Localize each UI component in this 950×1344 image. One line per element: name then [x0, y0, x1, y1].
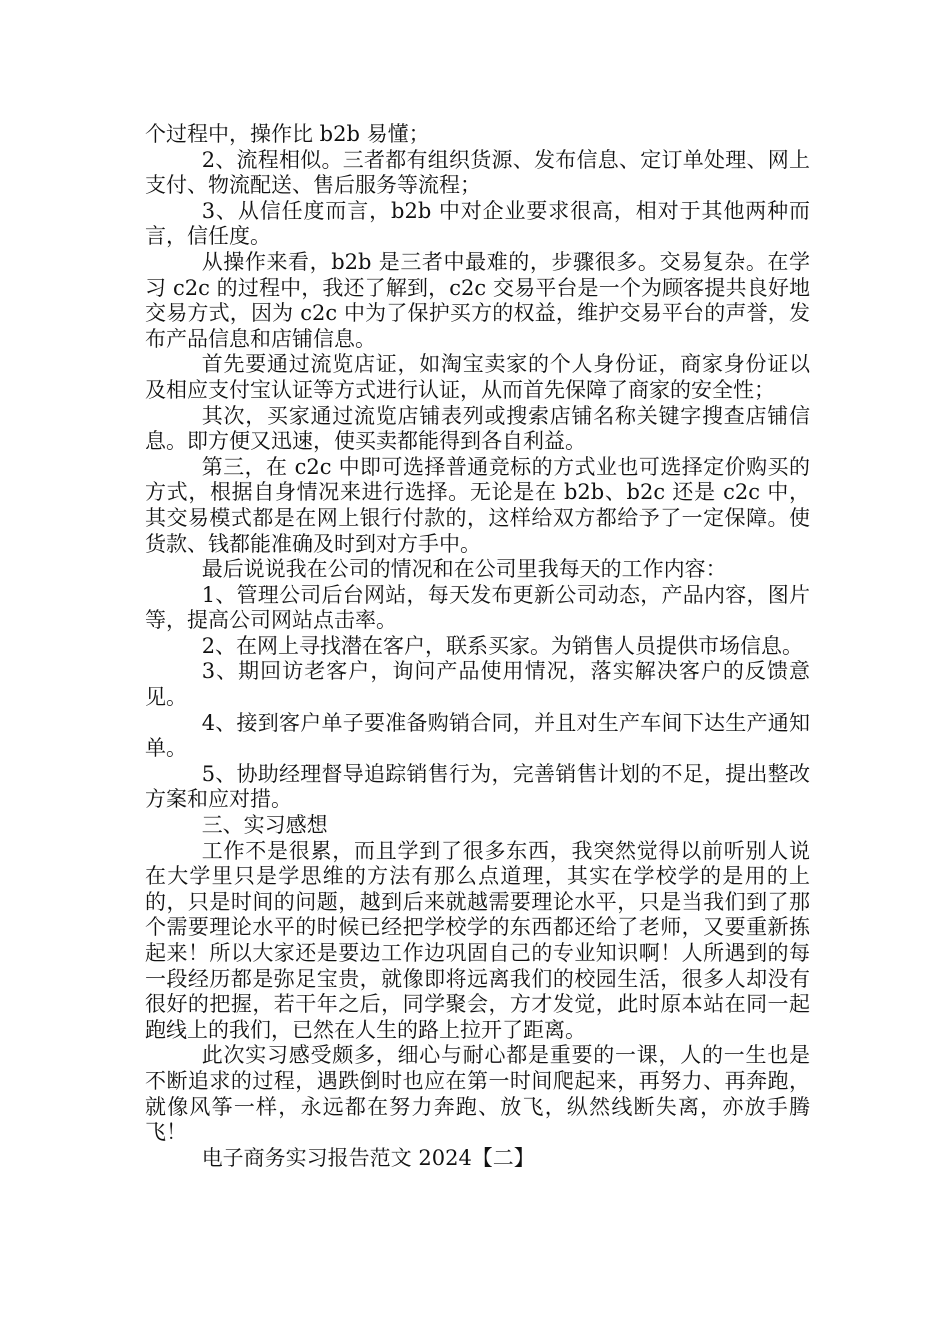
work-item-4: 4、接到客户单子要准备购销合同，并且对生产车间下达生产通知单。	[145, 710, 810, 761]
paragraph-operation: 从操作来看，b2b 是三者中最难的，步骤很多。交易复杂。在学习 c2c 的过程中，我还了解到，c2c 交易平台是一个为顾客提共良好地交易方式，因为 c2c 中为了保护买方的权益，维护交易平台的声誉，发布产品信息和店铺信息。	[145, 249, 810, 351]
work-item-2: 2、在网上寻找潜在客户，联系买家。为销售人员提供市场信息。	[201, 633, 804, 658]
paragraph-work-intro: 最后说说我在公司的情况和在公司里我每天的工作内容：	[201, 557, 727, 582]
paragraph-reflection-1: 工作不是很累，而且学到了很多东西，我突然觉得以前听别人说在大学里只是学思维的方法有那么点道理，其实在学校学的是用的上的，只是时间的问题，越到后来就越需要理论水平，只是当我们到了那个需要理论水平的时候已经把学校学的东西都还给了老师，又要重新拣起来！所以大家还是要边工作边巩固自己的专业知识啊！人所遇到的每一段经历都是弥足宝贵，就像即将远离我们的校园生活，很多人却没有很好的把握，若干年之后，同学聚会，方才发觉，此时原本站在同一起跑线上的我们，已然在人生的路上拉开了距离。	[145, 838, 810, 1042]
work-item-5: 5、协助经理督导追踪销售行为，完善销售计划的不足，提出整改方案和应对措。	[145, 761, 810, 812]
paragraph-reflection-2: 此次实习感受颇多，细心与耐心都是重要的一课，人的一生也是不断追求的过程，遇跌倒时也应在第一时间爬起来，再努力、再奔跑，就像风筝一样，永远都在努力奔跑、放飞，纵然线断失离，亦放手腾飞！	[145, 1043, 810, 1145]
section-heading-reflection: 三、实习感想	[201, 813, 328, 838]
paragraph-first: 首先要通过流览店证，如淘宝卖家的个人身份证，商家身份证以及相应支付宝认证等方式进行认证，从而首先保障了商家的安全性；	[145, 352, 810, 402]
next-report-title: 电子商务实习报告范文 2024【二】	[201, 1145, 535, 1170]
work-item-3: 3、期回访老客户，询问产品使用情况，落实解决客户的反馈意见。	[145, 659, 810, 710]
paragraph-point-2: 2、流程相似。三者都有组织货源、发布信息、定订单处理、网上支付、物流配送、售后服务等流程；	[145, 147, 810, 198]
paragraph-point-3: 3、从信任度而言，b2b 中对企业要求很高，相对于其他两种而言，信任度。	[145, 198, 810, 249]
paragraph-continuation: 个过程中，操作比 b2b 易懂；	[145, 122, 430, 146]
document-body	[145, 122, 810, 1171]
paragraph-second: 其次，买家通过流览店铺表列或搜索店铺名称关键字搜查店铺信息。即方便又迅速，使买卖都能得到各自利益。	[145, 403, 810, 454]
paragraph-third: 第三，在 c2c 中即可选择普通竞标的方式业也可选择定价购买的方式，根据自身情况来进行选择。无论是在 b2b、b2c 还是 c2c 中，其交易模式都是在网上银行付款的，这样给双方都给予了一定保障。使货款、钱都能准确及时到对方手中。	[145, 454, 810, 556]
work-item-1: 1、管理公司后台网站，每天发布更新公司动态，产品内容，图片等，提高公司网站点击率。	[145, 582, 810, 633]
